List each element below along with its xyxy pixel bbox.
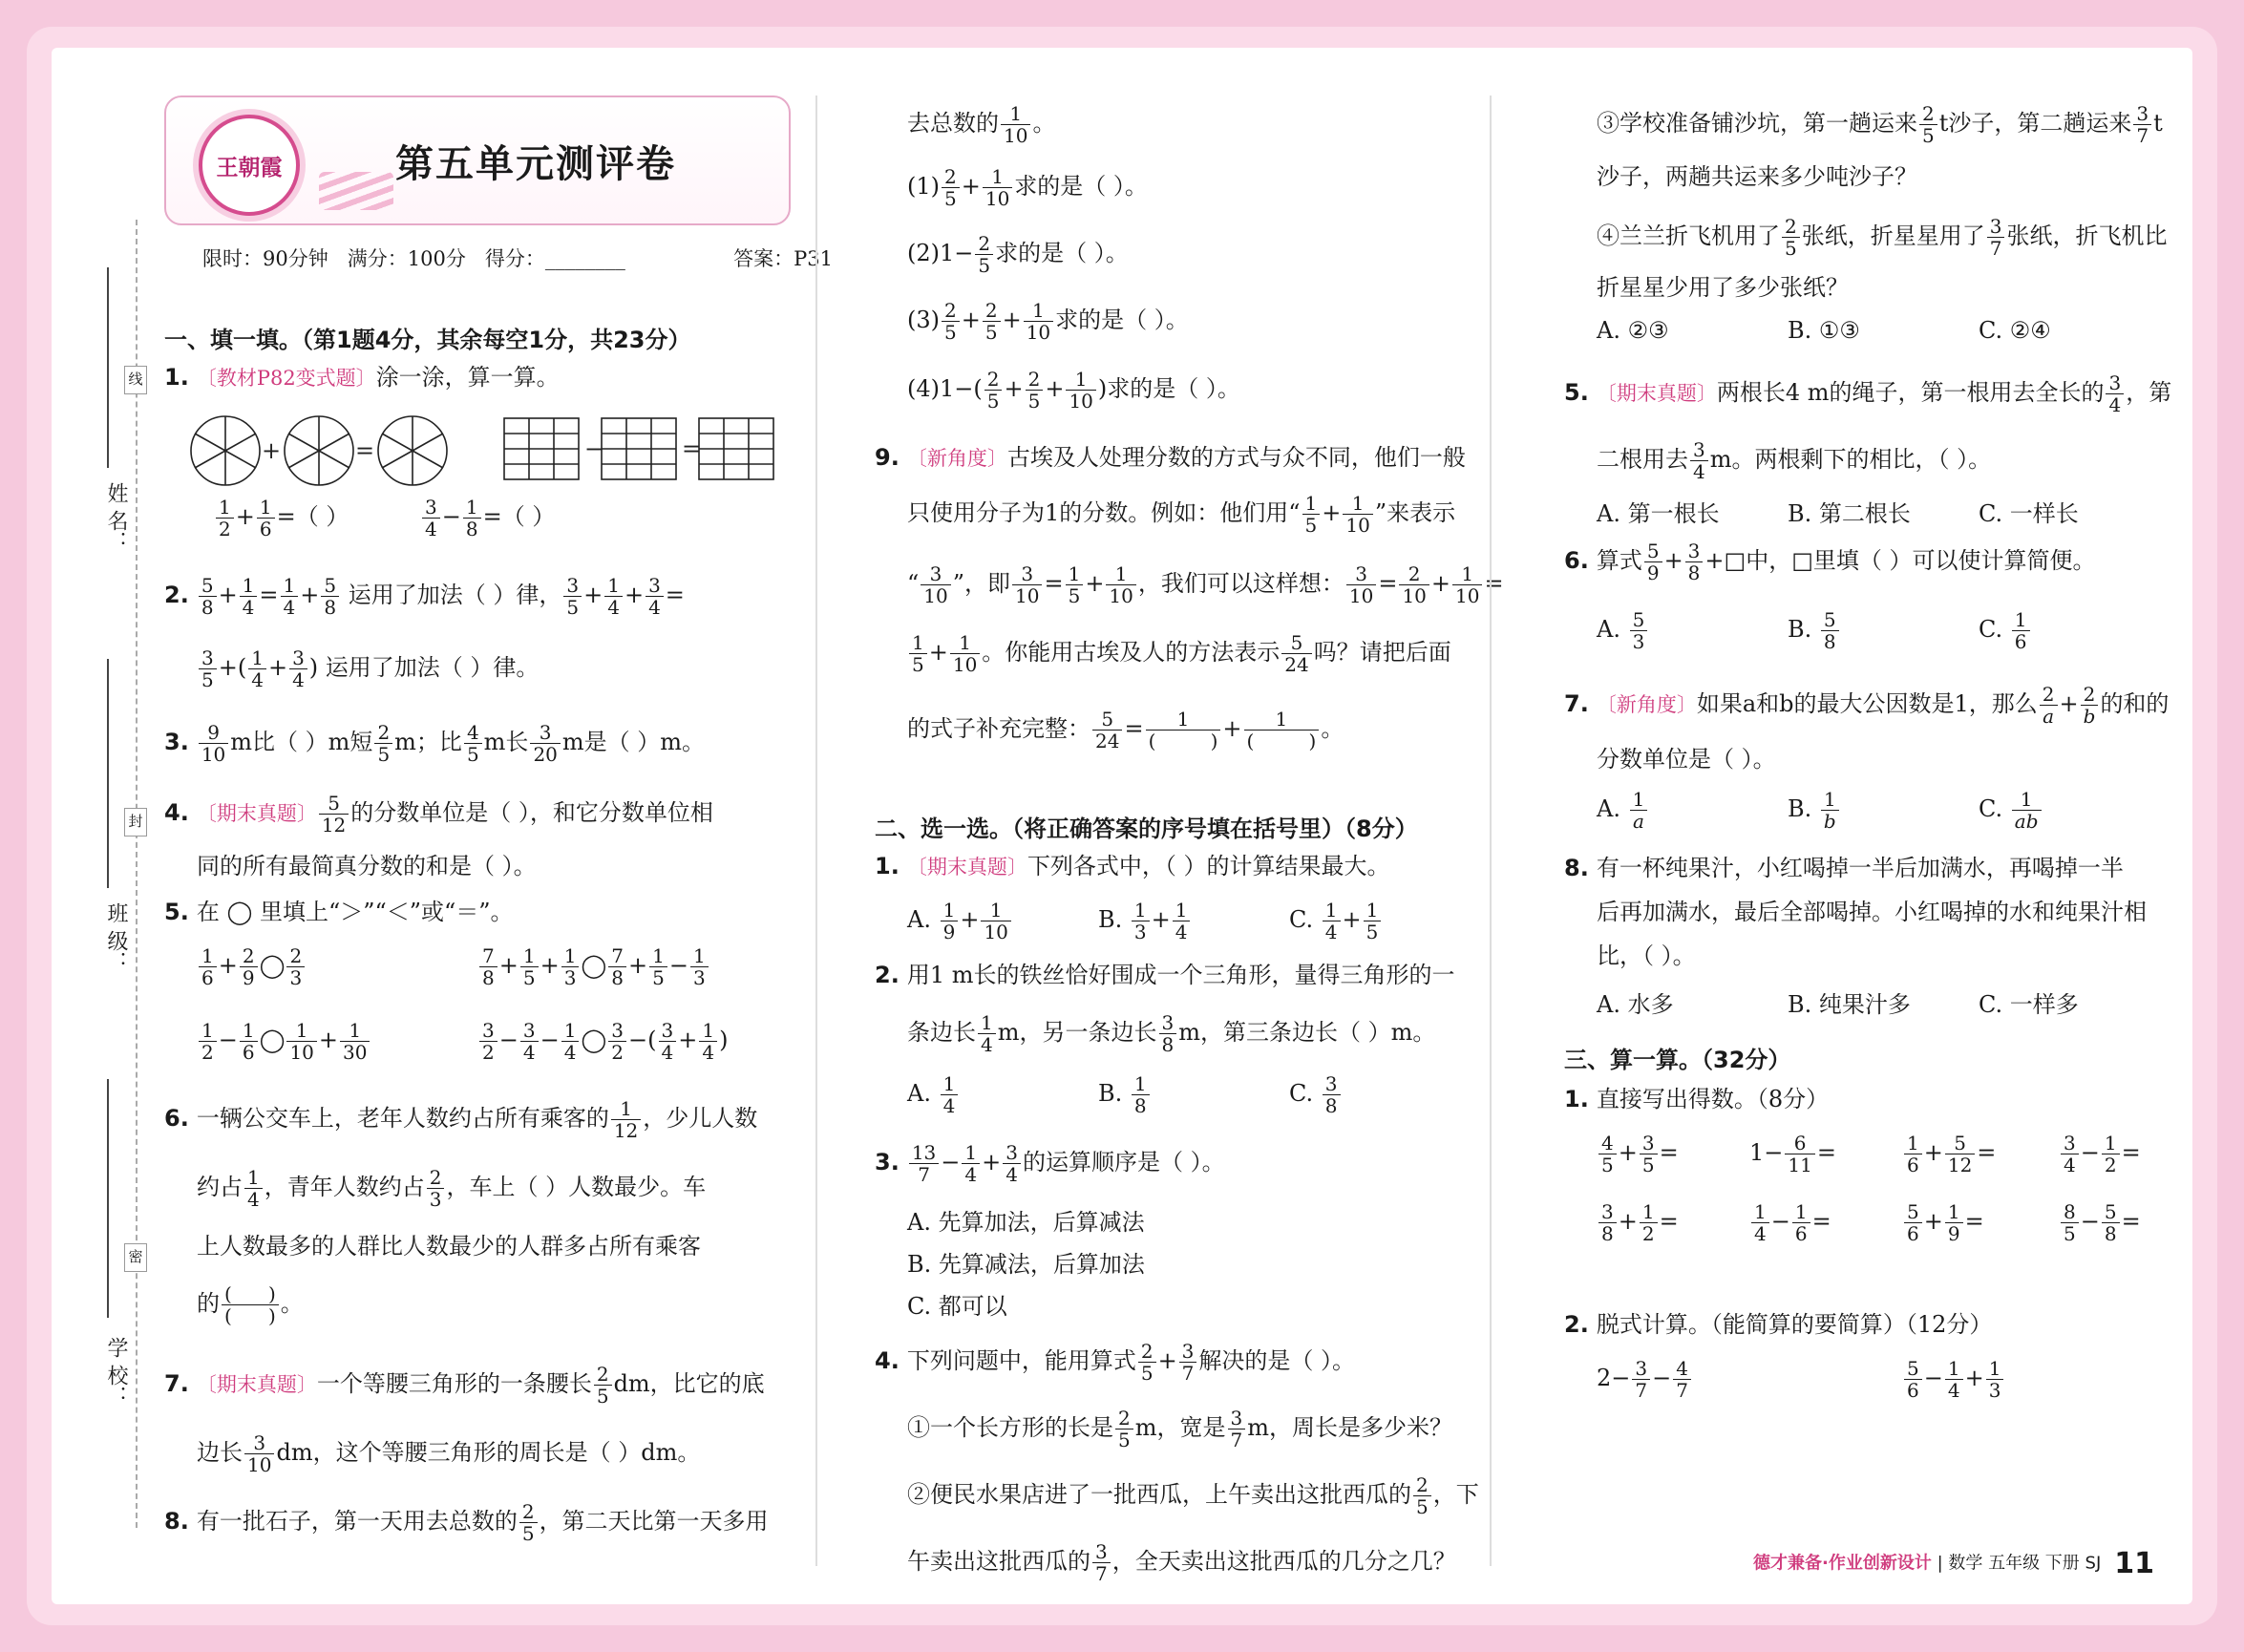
school-label: 学 校： bbox=[104, 1337, 128, 1407]
choice-4-option-c[interactable]: C. ②④ bbox=[1979, 317, 2051, 344]
q5-compare-3: $\frac{1}{2}$ − $\frac{1}{6}$ ◯ $\frac{1}{10}$ + $\frac{1}{30}$ bbox=[197, 1020, 371, 1063]
choice-2-line-2: 条边长 $\frac{1}{4}$ m，另一条边长 $\frac{3}{8}$ m，第三条边长（ ）m。 bbox=[907, 1011, 1436, 1056]
question-2-line-2: $\frac{3}{5}$ +( $\frac{1}{4}$ + $\frac{3}{4}$ ) 运用了加法（ ）律。 bbox=[197, 647, 539, 690]
binding-tag-seal: 封 bbox=[124, 808, 147, 837]
calc-2-item-2[interactable]: $\frac{5}{6}$ − $\frac{1}{4}$ + $\frac{1}{3}$ bbox=[1902, 1358, 2005, 1401]
choice-8-line-2: 后再加满水，最后全部喝掉。小红喝掉的水和纯果汁相 bbox=[1597, 899, 2147, 925]
choice-5-option-b[interactable]: B. 第二根长 bbox=[1788, 500, 1911, 527]
choice-7-option-b[interactable]: B. $\frac{1}{b}$ bbox=[1788, 789, 1841, 832]
footer-book-info: | 数学 五年级 下册 SJ bbox=[1937, 1553, 2102, 1574]
calc-2-item-1[interactable]: 2− $\frac{3}{7}$ − $\frac{4}{7}$ bbox=[1597, 1358, 1693, 1401]
question-7: 7. 〔期末真题〕一个等腰三角形的一条腰长 $\frac{2}{5}$ dm，比它的底 bbox=[164, 1363, 765, 1408]
choice-1: 1. 〔期末真题〕下列各式中，（ ）的计算结果最大。 bbox=[875, 853, 1390, 879]
choice-2-option-b[interactable]: B. $\frac{1}{8}$ bbox=[1098, 1073, 1152, 1116]
question-4: 4. 〔期末真题〕 $\frac{5}{12}$ 的分数单位是（ ），和它分数单位相 bbox=[164, 792, 713, 837]
page-footer bbox=[1753, 1547, 2154, 1580]
choice-4-item-4: ④兰兰折飞机用了 $\frac{2}{5}$ 张纸，折星星用了 $\frac{3}{7}$ 张纸，折飞机比 bbox=[1597, 215, 2168, 260]
svg-text:=: = bbox=[355, 437, 375, 464]
q1-equation-2: $\frac{3}{4}$ − $\frac{1}{8}$ =（ ） bbox=[420, 497, 555, 540]
calc-1-item-1[interactable]: $\frac{4}{5}$ + $\frac{3}{5}$ = bbox=[1597, 1133, 1679, 1175]
question-9: 9. 〔新角度〕古埃及人处理分数的方式与众不同，他们一般 bbox=[875, 444, 1466, 471]
q8-option-4: (4)1−( $\frac{2}{5}$ + $\frac{2}{5}$ + $\frac{1}{10}$ )求的是（ ）。 bbox=[907, 368, 1240, 413]
q8-option-2: (2)1− $\frac{2}{5}$ 求的是（ ）。 bbox=[907, 232, 1129, 277]
choice-8-option-b[interactable]: B. 纯果汁多 bbox=[1788, 991, 1911, 1018]
section-3-title: 三、算一算。（32分） bbox=[1564, 1047, 1791, 1073]
calc-1: 1. 直接写出得数。（8分） bbox=[1564, 1086, 1830, 1112]
question-9-line-2: 只使用分子为1的分数。例如：他们用“ $\frac{1}{5}$ + $\frac{1}{10}$ ”来表示 bbox=[907, 492, 1456, 537]
section-2-title: 二、选一选。（将正确答案的序号填在括号里）（8分） bbox=[875, 815, 1418, 842]
choice-3-option-c[interactable]: C. 都可以 bbox=[907, 1293, 1007, 1320]
question-6-line-3: 上人数最多的人群比人数最少的人群多占所有乘客 bbox=[197, 1233, 701, 1260]
choice-7-option-a[interactable]: A. $\frac{1}{a}$ bbox=[1597, 789, 1649, 832]
choice-1-option-a[interactable]: A. $\frac{1}{9}$ + $\frac{1}{10}$ bbox=[907, 900, 1013, 942]
binding-cut-line bbox=[136, 220, 138, 1528]
class-blank[interactable] bbox=[107, 659, 109, 888]
choice-2: 2. 用1 m长的铁丝恰好围成一个三角形，量得三角形的一 bbox=[875, 962, 1455, 988]
choice-4-option-a[interactable]: A. ②③ bbox=[1597, 317, 1669, 344]
q1-equation-1: $\frac{1}{2}$ + $\frac{1}{6}$ =（ ） bbox=[214, 497, 349, 540]
question-6: 6. 一辆公交车上，老年人数约占所有乘客的 $\frac{1}{12}$ ，少儿人数 bbox=[164, 1097, 758, 1142]
binding-tag-line: 线 bbox=[124, 366, 147, 394]
q5-compare-4: $\frac{3}{2}$ − $\frac{3}{4}$ − $\frac{1}{4}$ ◯ $\frac{3}{2}$ −( $\frac{3}{4}$ + $\frac{1}{4}$ ) bbox=[477, 1020, 728, 1063]
choice-8-option-c[interactable]: C. 一样多 bbox=[1979, 991, 2079, 1018]
choice-8: 8. 有一杯纯果汁，小红喝掉一半后加满水，再喝掉一半 bbox=[1564, 855, 2124, 881]
choice-7: 7. 〔新角度〕如果a和b的最大公因数是1，那么 $\frac{2}{a}$ + $\frac{2}{b}$ 的和的 bbox=[1564, 683, 2170, 728]
choice-4-item-1: ①一个长方形的长是 $\frac{2}{5}$ m，宽是 $\frac{3}{7}$ m，周长是多少米？ bbox=[907, 1407, 1452, 1451]
calc-2: 2. 脱式计算。（能简算的要简算）（12分） bbox=[1564, 1311, 1993, 1338]
class-label: 班 级： bbox=[104, 902, 128, 972]
grid-fraction-figure[interactable] bbox=[502, 416, 789, 485]
question-1: 1. 〔教材P82变式题〕涂一涂，算一算。 bbox=[164, 364, 560, 391]
column-divider-2 bbox=[1490, 95, 1492, 1566]
logo-text: 王朝霞 bbox=[216, 154, 283, 180]
page-number: 11 bbox=[2114, 1547, 2154, 1580]
column-2 bbox=[875, 48, 1535, 1585]
choice-1-option-b[interactable]: B. $\frac{1}{3}$ + $\frac{1}{4}$ bbox=[1098, 900, 1192, 942]
logo-badge bbox=[199, 115, 300, 216]
question-9-line-5: 的式子补充完整： $\frac{5}{24}$ = 1 ( ) + 1 ( ) 。 bbox=[907, 708, 1344, 752]
choice-4-item-3: ③学校准备铺沙坑，第一趟运来 $\frac{2}{5}$ t沙子，第二趟运来 $\frac{3}{7}$ t bbox=[1597, 102, 2163, 147]
column-3 bbox=[1564, 48, 2194, 1576]
choice-2-option-a[interactable]: A. $\frac{1}{4}$ bbox=[907, 1073, 960, 1116]
question-9-line-3: “ $\frac{3}{10}$ ”，即 $\frac{3}{10}$ = $\frac{1}{5}$ + $\frac{1}{10}$ ，我们可以这样想： $\frac{3}{10}$ = $\frac{2}{10}$ + $\frac{1}{10}$ = bbox=[907, 562, 1504, 607]
name-label: 姓 名： bbox=[104, 482, 128, 552]
question-4-line-2: 同的所有最简真分数的和是（ ）。 bbox=[197, 853, 537, 879]
calc-1-item-4[interactable]: $\frac{3}{4}$ − $\frac{1}{2}$ = bbox=[2059, 1133, 2141, 1175]
svg-text:=: = bbox=[682, 435, 702, 462]
section-1-title: 一、填一填。（第1题4分，其余每空1分，共23分） bbox=[164, 327, 691, 353]
binding-tag-secret: 密 bbox=[124, 1243, 147, 1272]
question-7-line-2: 边长 $\frac{3}{10}$ dm，这个等腰三角形的周长是（ ）dm。 bbox=[197, 1431, 701, 1476]
choice-6-option-b[interactable]: B. $\frac{5}{8}$ bbox=[1788, 609, 1841, 652]
q8-option-3: (3) $\frac{2}{5}$ + $\frac{2}{5}$ + $\frac{1}{10}$ 求的是（ ）。 bbox=[907, 299, 1189, 344]
svg-text:−: − bbox=[584, 435, 604, 462]
calc-1-item-5[interactable]: $\frac{3}{8}$ + $\frac{1}{2}$ = bbox=[1597, 1201, 1679, 1244]
choice-3: 3. $\frac{13}{7}$ − $\frac{1}{4}$ + $\frac{3}{4}$ 的运算顺序是（ ）。 bbox=[875, 1141, 1225, 1186]
question-6-line-4: 的 ( ) ( ) 。 bbox=[197, 1282, 304, 1327]
choice-3-option-a[interactable]: A. 先算加法，后算减法 bbox=[907, 1209, 1145, 1236]
answer-reference: 答案：P31 bbox=[733, 247, 833, 270]
column-1 bbox=[164, 48, 844, 1576]
name-blank[interactable] bbox=[107, 267, 109, 468]
worksheet-page bbox=[52, 48, 2192, 1604]
question-6-line-2: 约占 $\frac{1}{4}$ ，青年人数约占 $\frac{2}{3}$ ，车上（ ）人数最少。车 bbox=[197, 1166, 707, 1211]
circle-fraction-figure[interactable] bbox=[185, 407, 472, 495]
choice-5: 5. 〔期末真题〕两根长4 m的绳子，第一根用去全长的 $\frac{3}{4}$ ，第 bbox=[1564, 371, 2172, 416]
page-title: 第五单元测评卷 bbox=[395, 142, 676, 186]
choice-4-item-2-line-2: 午卖出这批西瓜的 $\frac{3}{7}$ ，全天卖出这批西瓜的几分之几？ bbox=[907, 1540, 1456, 1585]
choice-4-item-2: ②便民水果店进了一批西瓜，上午卖出这批西瓜的 $\frac{2}{5}$ ，下 bbox=[907, 1473, 1479, 1518]
choice-8-option-a[interactable]: A. 水多 bbox=[1597, 991, 1674, 1018]
question-3: 3. $\frac{9}{10}$ m比（ ）m短 $\frac{2}{5}$ m；比 $\frac{4}{5}$ m长 $\frac{3}{20}$ m是（ ）m。 bbox=[164, 721, 706, 766]
choice-6-option-c[interactable]: C. $\frac{1}{6}$ bbox=[1979, 609, 2032, 652]
choice-5-option-a[interactable]: A. 第一根长 bbox=[1597, 500, 1720, 527]
question-8: 8. 有一批石子，第一天用去总数的 $\frac{2}{5}$ ，第二天比第一天多用 bbox=[164, 1500, 769, 1545]
choice-8-line-3: 比，（ ）。 bbox=[1597, 942, 1696, 969]
exam-info: 限时：90分钟 满分：100分 得分：________ bbox=[202, 247, 625, 270]
calc-1-item-7[interactable]: $\frac{5}{6}$ + $\frac{1}{9}$ = bbox=[1902, 1201, 1984, 1244]
choice-1-option-c[interactable]: C. $\frac{1}{4}$ + $\frac{1}{5}$ bbox=[1289, 900, 1383, 942]
q5-compare-2: $\frac{7}{8}$ + $\frac{1}{5}$ + $\frac{1}{3}$ ◯ $\frac{7}{8}$ + $\frac{1}{5}$ − $\frac{1}{3}$ bbox=[477, 945, 710, 988]
footer-brand: 德才兼备·作业创新设计 bbox=[1752, 1553, 1932, 1574]
question-9-line-4: $\frac{1}{5}$ + $\frac{1}{10}$ 。你能用古埃及人的方法表示 $\frac{5}{24}$ 吗？请把后面 bbox=[907, 632, 1451, 675]
title-banner bbox=[164, 95, 791, 225]
binding-margin bbox=[52, 48, 164, 1604]
q8-option-1: (1) $\frac{2}{5}$ + $\frac{1}{10}$ 求的是（ ）。 bbox=[907, 165, 1148, 210]
column-divider-1 bbox=[815, 95, 817, 1566]
calc-1-item-8[interactable]: $\frac{8}{5}$ − $\frac{5}{8}$ = bbox=[2059, 1201, 2141, 1244]
question-5: 5. 在 ◯ 里填上“＞”“＜”或“＝”。 bbox=[164, 899, 514, 925]
choice-4-item-3-line-2: 沙子，两趟共运来多少吨沙子？ bbox=[1597, 163, 1917, 190]
calc-1-item-2[interactable]: 1− $\frac{6}{11}$ = bbox=[1749, 1132, 1836, 1176]
choice-6-option-a[interactable]: A. $\frac{5}{3}$ bbox=[1597, 609, 1649, 652]
question-2: 2. $\frac{5}{8}$ + $\frac{1}{4}$ = $\frac{1}{4}$ + $\frac{5}{8}$ 运用了加法（ ）律， $\frac{3}{5}$ + $\frac{1}{4}$ + $\frac{3}{4}$ = bbox=[164, 574, 685, 619]
school-blank[interactable] bbox=[107, 1079, 109, 1318]
choice-3-option-b[interactable]: B. 先算减法，后算加法 bbox=[907, 1251, 1145, 1278]
question-8-line-2: 去总数的 $\frac{1}{10}$ 。 bbox=[907, 102, 1056, 147]
choice-2-option-c[interactable]: C. $\frac{3}{8}$ bbox=[1289, 1073, 1343, 1116]
choice-7-option-c[interactable]: C. $\frac{1}{ab}$ bbox=[1979, 789, 2043, 832]
decorative-stripes bbox=[319, 172, 393, 210]
choice-5-option-c[interactable]: C. 一样长 bbox=[1979, 500, 2079, 527]
choice-4-item-4-line-2: 折星星少用了多少张纸？ bbox=[1597, 274, 1849, 301]
calc-1-item-3[interactable]: $\frac{1}{6}$ + $\frac{5}{12}$ = bbox=[1902, 1133, 1996, 1175]
choice-5-line-2: 二根用去 $\frac{3}{4}$ m。两根剩下的相比，（ ）。 bbox=[1597, 438, 1992, 483]
choice-7-line-2: 分数单位是（ ）。 bbox=[1597, 746, 1776, 773]
choice-4: 4. 下列问题中，能用算式 $\frac{2}{5}$ + $\frac{3}{7}$ 解决的是（ ）。 bbox=[875, 1340, 1356, 1385]
choice-4-option-b[interactable]: B. ①③ bbox=[1788, 317, 1860, 344]
calc-1-item-6[interactable]: $\frac{1}{4}$ − $\frac{1}{6}$ = bbox=[1749, 1201, 1831, 1244]
svg-text:+: + bbox=[262, 437, 282, 464]
q5-compare-1: $\frac{1}{6}$ + $\frac{2}{9}$ ◯ $\frac{2}{3}$ bbox=[197, 945, 307, 988]
choice-6: 6. 算式 $\frac{5}{9}$ + $\frac{3}{8}$ +□中，□里填（ ）可以使计算简便。 bbox=[1564, 540, 2096, 584]
